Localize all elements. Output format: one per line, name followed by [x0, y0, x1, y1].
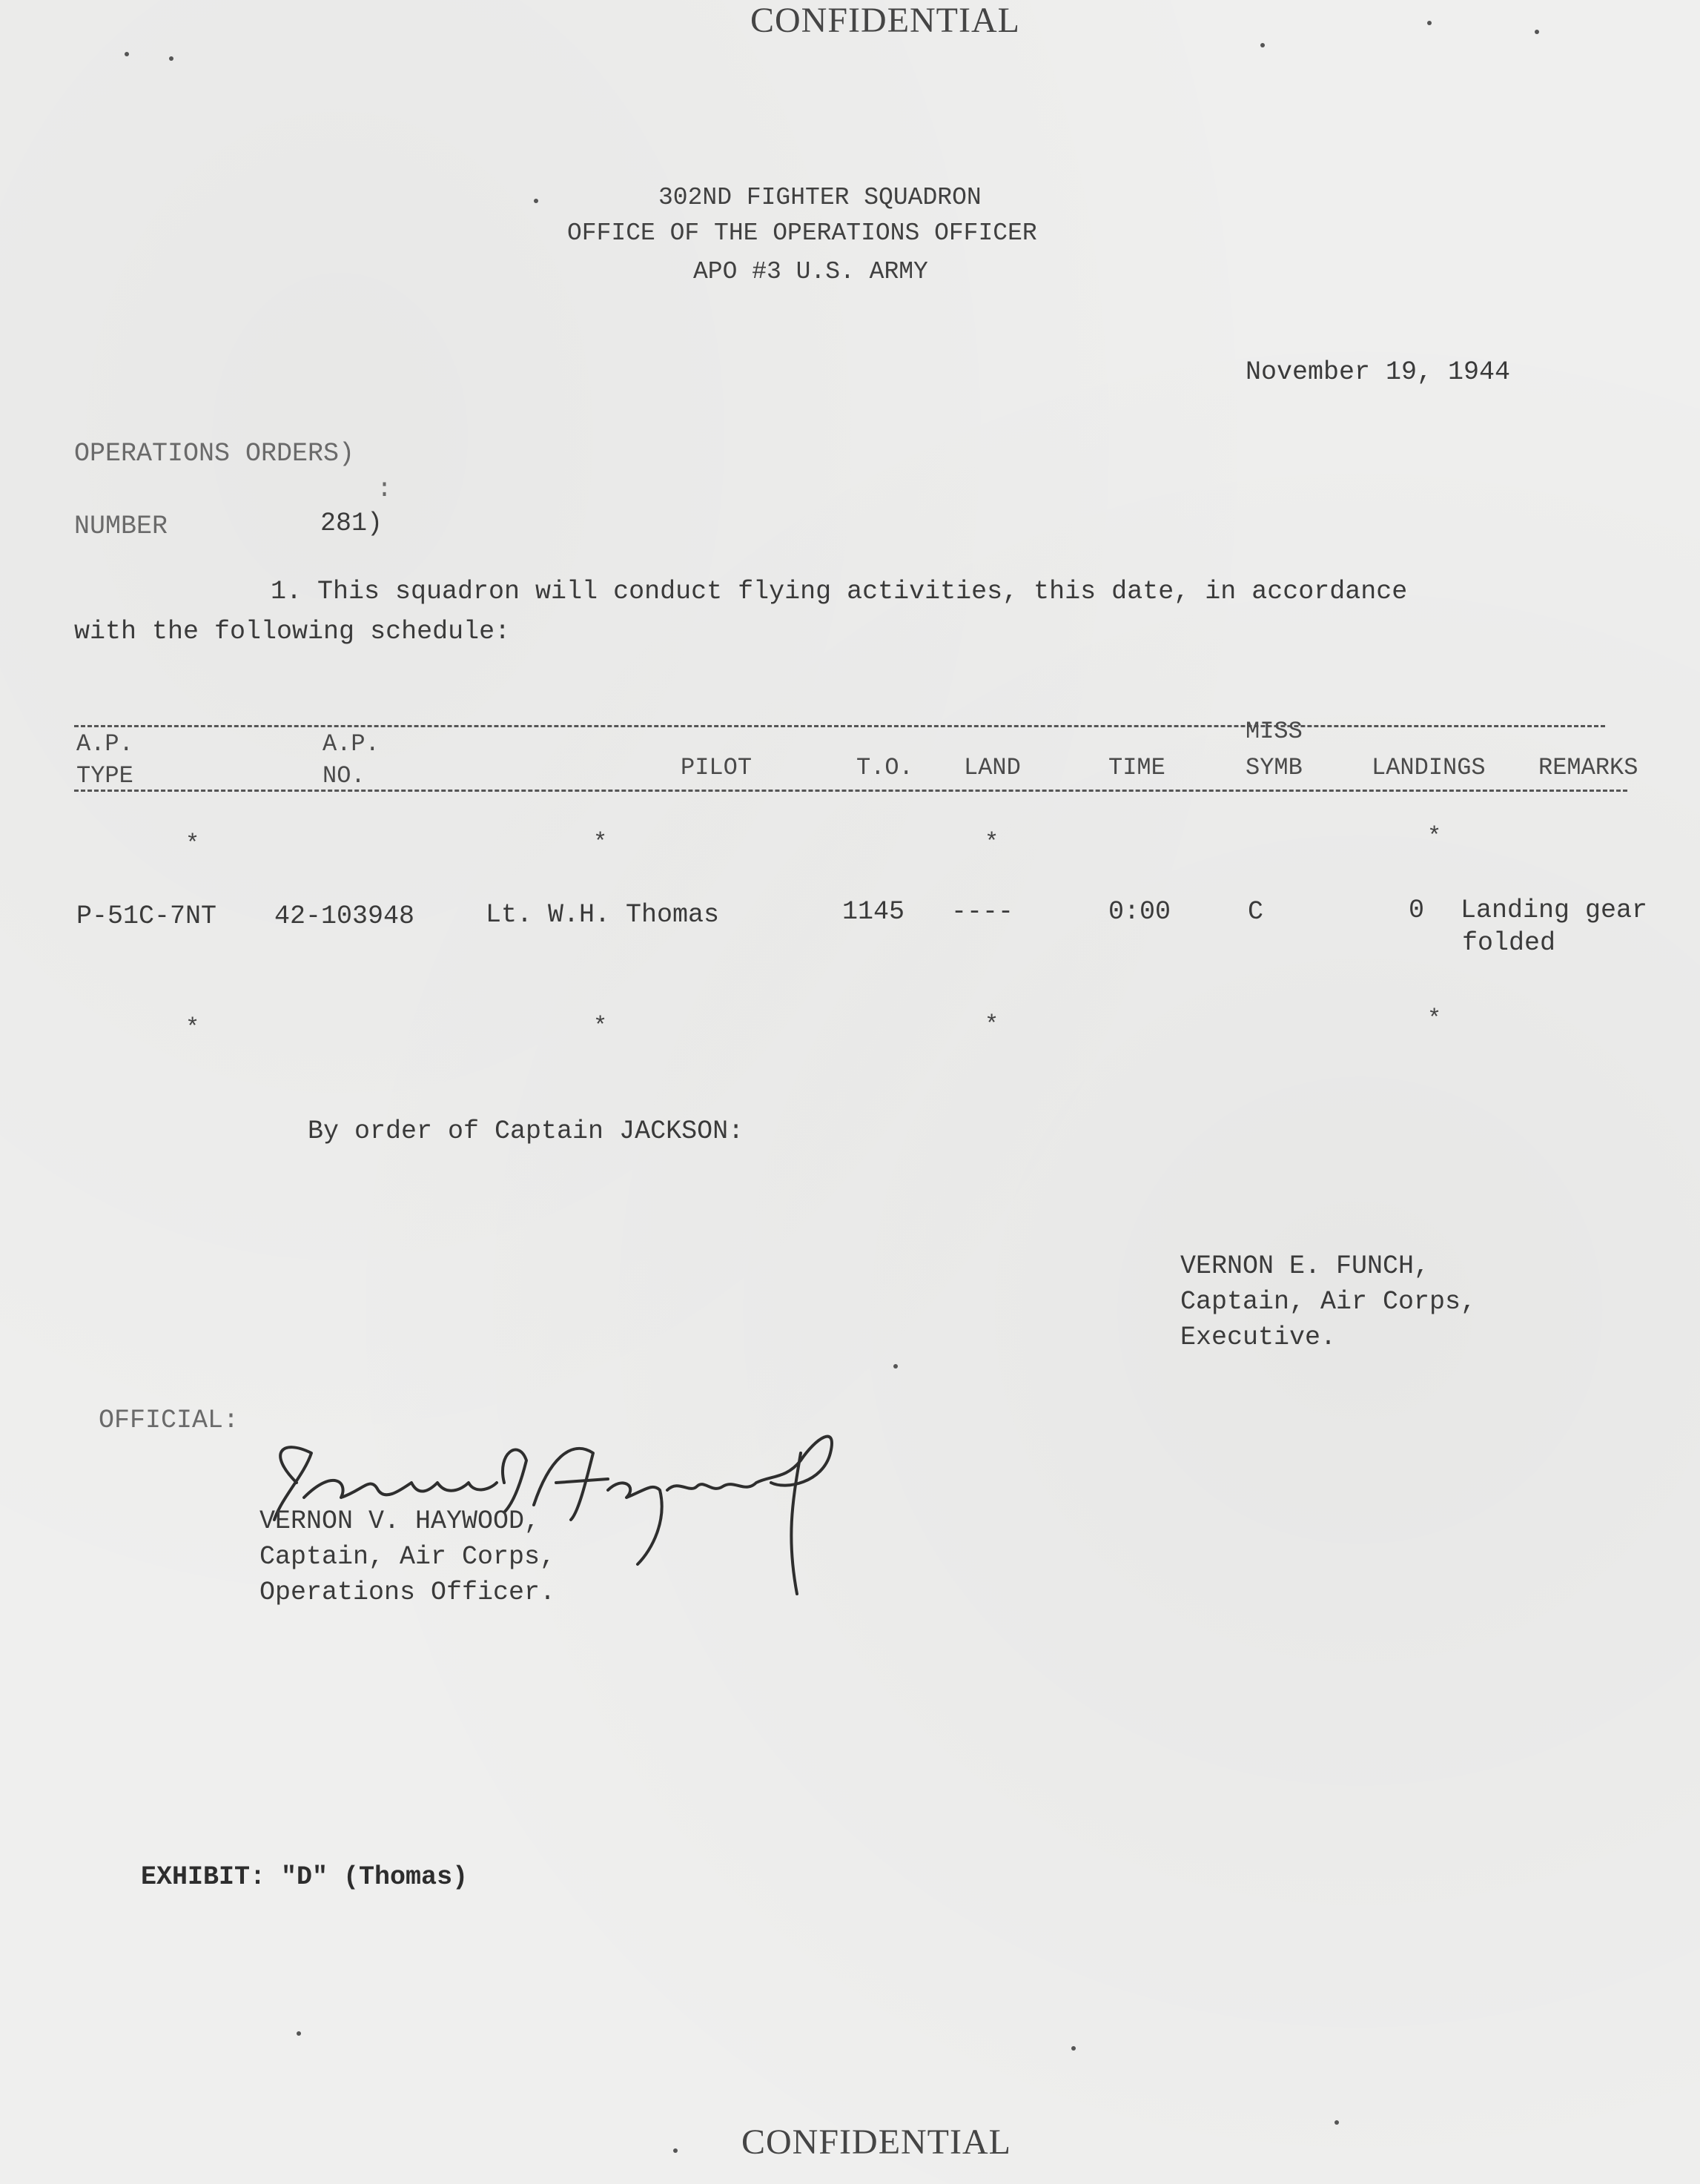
paper-speck: [1427, 21, 1432, 25]
apo-heading: APO #3 U.S. ARMY: [693, 258, 928, 285]
header-landings: LANDINGS: [1372, 754, 1486, 781]
exhibit-label: EXHIBIT: "D" (Thomas): [141, 1862, 469, 1892]
official-rank: Captain, Air Corps,: [259, 1542, 556, 1572]
separator-star: *: [593, 829, 608, 856]
cell-time: 0:00: [1108, 897, 1171, 927]
executive-title: Executive.: [1180, 1323, 1337, 1352]
header-ap-no-2: NO.: [323, 762, 366, 790]
paper-speck: [169, 56, 173, 61]
header-pilot: PILOT: [681, 754, 753, 781]
cell-remarks-1: Landing gear: [1461, 896, 1648, 925]
header-time: TIME: [1108, 754, 1165, 781]
paper-speck: [1535, 30, 1539, 34]
header-to: T.O.: [856, 754, 913, 781]
paper-speck: [1334, 2120, 1339, 2125]
cell-land: ----: [951, 897, 1014, 927]
separator-star: *: [1427, 1005, 1442, 1033]
header-remarks: REMARKS: [1538, 754, 1638, 781]
cell-to: 1145: [842, 897, 905, 927]
operations-orders-label: OPERATIONS ORDERS): [74, 439, 355, 469]
separator-star: *: [985, 1011, 999, 1039]
separator-star: *: [593, 1013, 608, 1040]
paragraph-line-2: with the following schedule:: [74, 617, 511, 646]
number-value: 281): [320, 509, 383, 538]
official-label: OFFICIAL:: [99, 1406, 239, 1435]
header-miss-2: SYMB: [1246, 754, 1303, 781]
paper-speck: [1071, 2046, 1076, 2051]
separator-star: *: [185, 1014, 200, 1042]
number-label: NUMBER: [74, 512, 168, 541]
paper-speck: [1260, 43, 1265, 47]
paragraph-line-1: 1. This squadron will conduct flying activities, this date, in accordance: [271, 577, 1408, 606]
paper-speck: [534, 199, 538, 203]
cell-landings: 0: [1409, 896, 1425, 925]
separator-star: *: [1427, 823, 1442, 850]
header-ap-type-1: A.P.: [76, 730, 133, 758]
header-ap-no-1: A.P.: [323, 730, 380, 758]
separator-star: *: [985, 829, 999, 856]
paper-speck: [297, 2031, 301, 2036]
confidential-stamp-top: CONFIDENTIAL: [750, 1, 1020, 40]
header-miss-1: MISS: [1246, 718, 1303, 745]
cell-remarks-2: folded: [1462, 928, 1556, 958]
cell-miss-symbol: C: [1248, 897, 1264, 927]
paper-speck: [893, 1364, 898, 1369]
paper-speck: [673, 2148, 678, 2153]
by-order-line: By order of Captain JACKSON:: [308, 1116, 744, 1146]
paper-speck: [125, 52, 129, 56]
table-header-rule: [74, 790, 1627, 792]
official-name: VERNON V. HAYWOOD,: [259, 1506, 540, 1536]
separator-star: *: [185, 830, 200, 858]
executive-name: VERNON E. FUNCH,: [1180, 1251, 1430, 1281]
orders-colon: :: [377, 474, 393, 504]
order-date: November 19, 1944: [1246, 357, 1511, 387]
header-ap-type-2: TYPE: [76, 762, 133, 790]
confidential-stamp-bottom: CONFIDENTIAL: [741, 2122, 1011, 2162]
office-heading: OFFICE OF THE OPERATIONS OFFICER: [567, 219, 1037, 247]
cell-pilot: Lt. W.H. Thomas: [486, 900, 720, 930]
header-land: LAND: [964, 754, 1021, 781]
cell-ap-no: 42-103948: [274, 901, 415, 931]
official-title: Operations Officer.: [259, 1578, 556, 1607]
table-top-rule: [74, 725, 1605, 727]
executive-rank: Captain, Air Corps,: [1180, 1287, 1477, 1317]
unit-heading: 302ND FIGHTER SQUADRON: [658, 184, 982, 211]
cell-ap-type: P-51C-7NT: [76, 901, 217, 931]
